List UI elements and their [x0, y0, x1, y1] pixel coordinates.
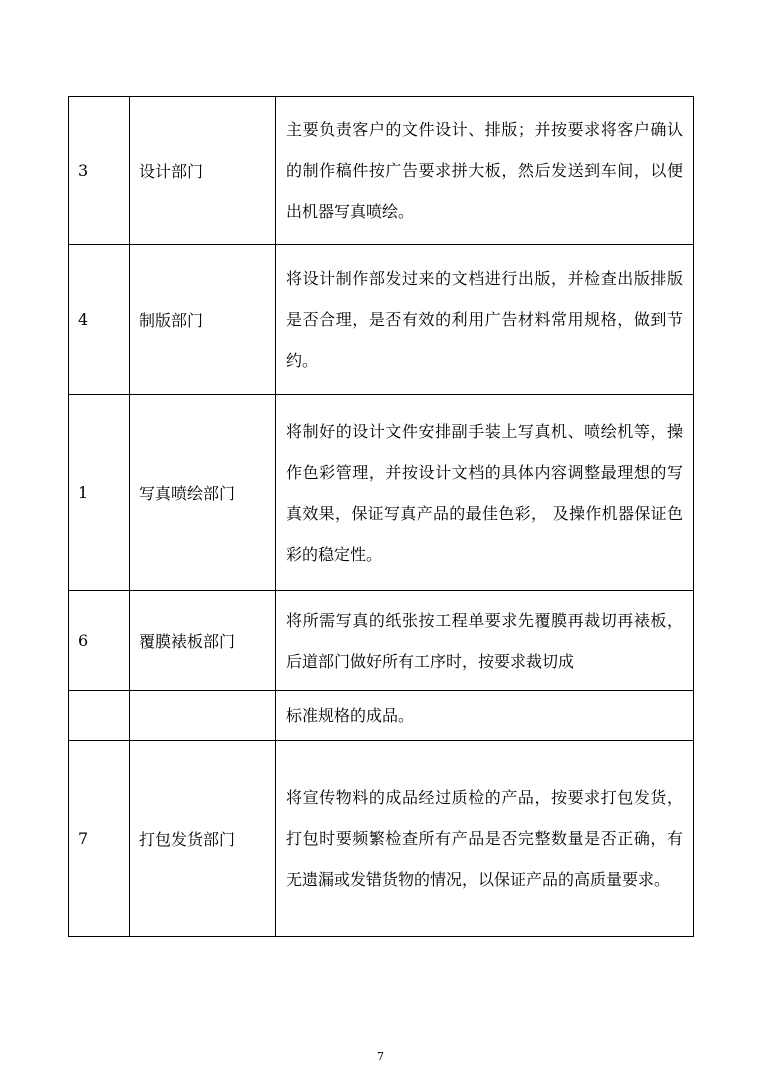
department-name	[130, 691, 276, 741]
row-number	[69, 691, 130, 741]
department-name: 设计部门	[130, 97, 276, 245]
table-row	[69, 741, 694, 937]
department-description: 主要负责客户的文件设计、排版；并按要求将客户确认的制作稿件按广告要求拼大板，然后发送到车间，以便出机器写真喷绘。	[276, 97, 694, 245]
department-name: 写真喷绘部门	[130, 395, 276, 591]
table-row	[69, 97, 694, 245]
row-number: 7	[69, 741, 130, 937]
department-table	[68, 96, 694, 937]
row-number: 4	[69, 245, 130, 395]
table-row	[69, 245, 694, 395]
department-description: 将设计制作部发过来的文档进行出版，并检查出版排版是否合理，是否有效的利用广告材料常用规格，做到节约。	[276, 245, 694, 395]
row-number: 1	[69, 395, 130, 591]
table-row	[69, 691, 694, 741]
department-description: 标准规格的成品。	[276, 691, 694, 741]
department-name: 打包发货部门	[130, 741, 276, 937]
department-name: 制版部门	[130, 245, 276, 395]
department-name: 覆膜裱板部门	[130, 591, 276, 691]
department-description: 将宣传物料的成品经过质检的产品，按要求打包发货，打包时要频繁检查所有产品是否完整数量是否正确，有无遗漏或发错货物的情况，以保证产品的高质量要求。	[276, 741, 694, 937]
table-row	[69, 395, 694, 591]
department-description: 将所需写真的纸张按工程单要求先覆膜再裁切再裱板，后道部门做好所有工序时，按要求裁切成	[276, 591, 694, 691]
department-description: 将制好的设计文件安排副手装上写真机、喷绘机等，操作色彩管理，并按设计文档的具体内容调整最理想的写真效果，保证写真产品的最佳色彩， 及操作机器保证色彩的稳定性。	[276, 395, 694, 591]
table-row	[69, 591, 694, 691]
page-number: 7	[377, 1050, 384, 1063]
row-number: 3	[69, 97, 130, 245]
row-number: 6	[69, 591, 130, 691]
